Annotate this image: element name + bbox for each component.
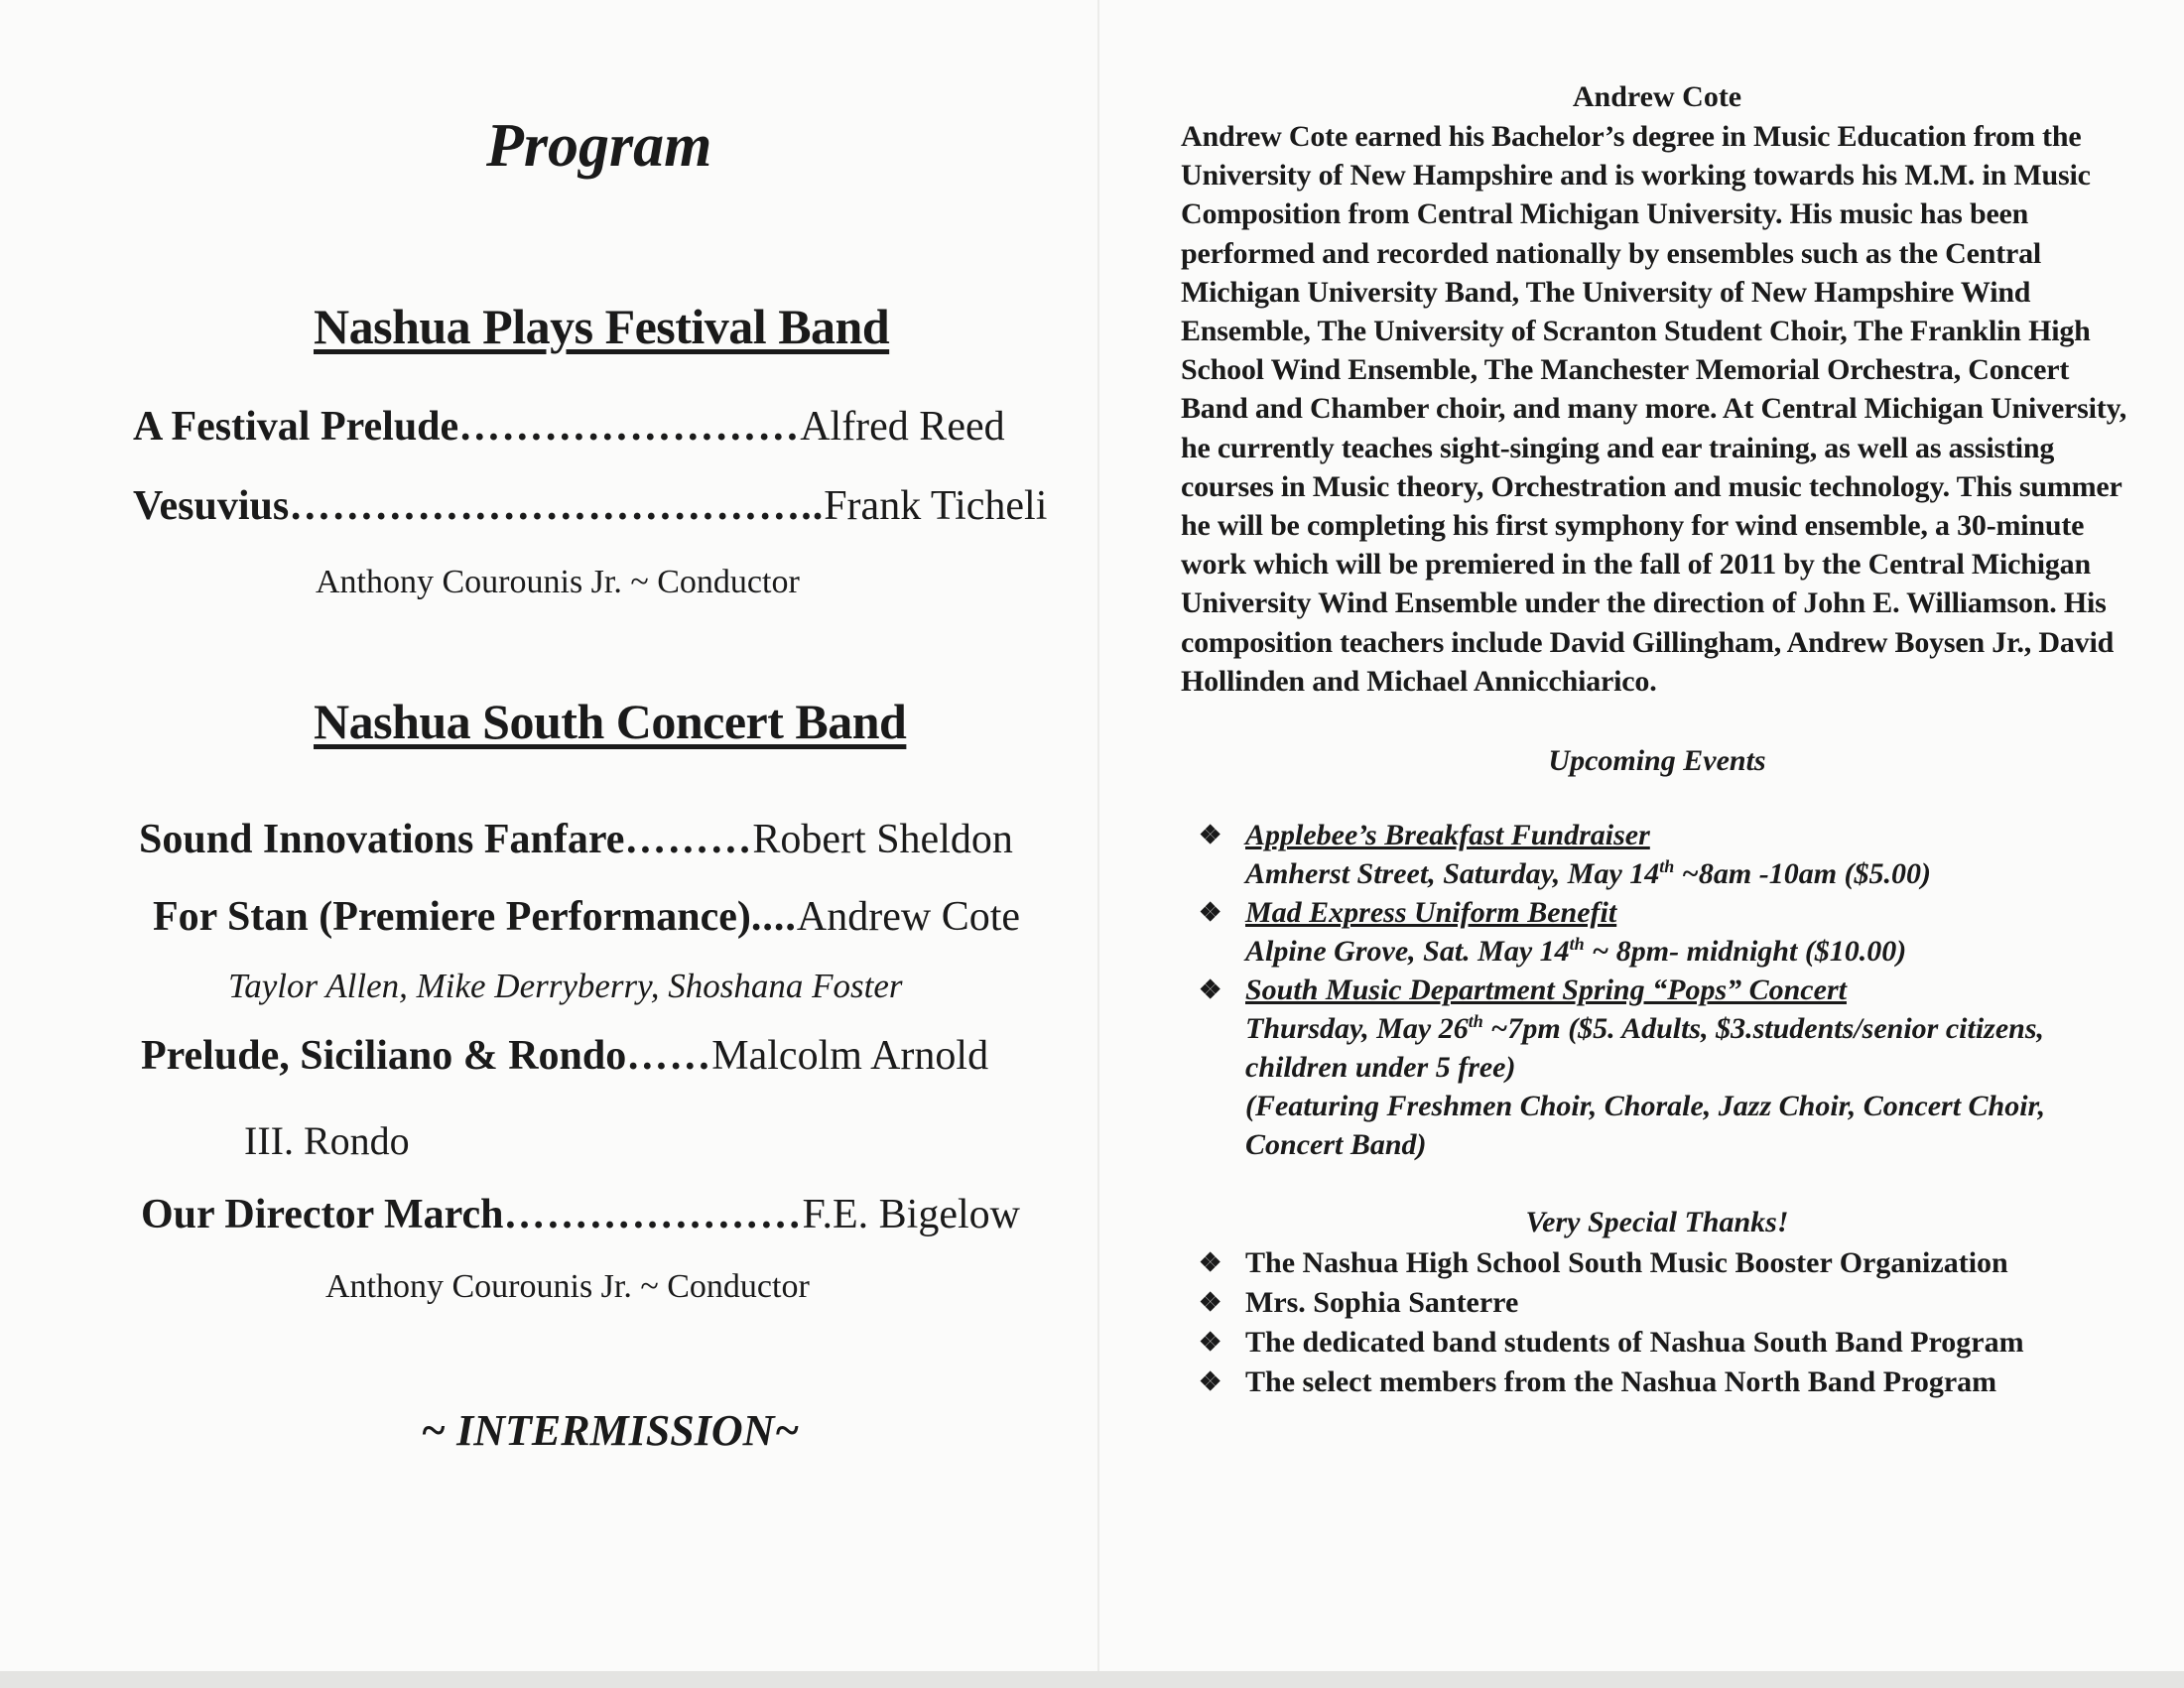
thanks-item: ❖ The dedicated band students of Nashua South Band Program: [1181, 1323, 2133, 1363]
event-details: Thursday, May 26th ~7pm ($5. Adults, $3.students/senior citizens, children under 5 free): [1245, 1011, 2045, 1085]
diamond-bullet-icon: ❖: [1199, 1328, 1222, 1358]
diamond-bullet-icon: ❖: [1199, 1367, 1222, 1397]
bio-text: Andrew Cote earned his Bachelor’s degree in Music Education from the University of New Hampshire and is working towards his M.M. in Music Composition from Central Michigan University. His music has been performed and recorded nationally by ensembles such as the Central Michigan University Band, The University of New Hampshire Wind Ensemble, The University of Scranton Student Choir, The Franklin High School Wind Ensemble, The Manchester Memorial Orchestra, Concert Band and Chamber choir, and many more. At Central Michigan University, he currently teaches sight-singing and ear training, as well as assisting courses in Music theory, Orchestration and music technology. This summer he will be completing his first symphony for wind ensemble, a 30-minute work which will be premiered in the fall of 2011 by the Central Michigan University Wind Ensemble under the direction of John E. Williamson. His composition teachers include David Gillingham, Andrew Boysen Jr., David Hollinden and Michael Annicchiarico.: [1181, 120, 2127, 698]
diamond-bullet-icon: ❖: [1199, 975, 1222, 1005]
diamond-bullet-icon: ❖: [1199, 898, 1222, 928]
scan-edge: [0, 1671, 2184, 1688]
piece-composer: Malcolm Arnold: [711, 1033, 989, 1079]
piece-title: Prelude, Siciliano & Rondo: [141, 1033, 627, 1079]
performers-list: Taylor Allen, Mike Derryberry, Shoshana Foster: [228, 967, 903, 1005]
events-list: [1181, 816, 2133, 1164]
event-note: (Featuring Freshmen Choir, Chorale, Jazz Choir, Concert Choir, Concert Band): [1245, 1090, 2046, 1162]
event-item: [1181, 816, 2133, 893]
info-panel: [1181, 79, 2133, 1402]
thanks-list: [1181, 1243, 2133, 1402]
program-title: Program: [486, 112, 712, 180]
leader-dots: ....: [750, 894, 797, 940]
event-title: Applebee’s Breakfast Fundraiser: [1245, 819, 1650, 852]
program-piece: [153, 893, 1020, 941]
event-title: South Music Department Spring “Pops” Concert: [1245, 974, 1847, 1007]
page-fold: [1097, 0, 1099, 1677]
event-item: [1181, 893, 2133, 971]
thanks-item: ❖ The select members from the Nashua North Band Program: [1181, 1363, 2133, 1402]
piece-title: Our Director March: [141, 1192, 504, 1237]
leader-dots: ……: [626, 1033, 712, 1079]
program-piece: [133, 482, 1047, 530]
leader-dots: …………………: [503, 1192, 803, 1237]
piece-composer: Alfred Reed: [800, 404, 1005, 450]
event-item: [1181, 971, 2133, 1164]
leader-dots: ………………………………..: [289, 483, 825, 529]
piece-title: A Festival Prelude: [133, 404, 459, 450]
piece-composer: Robert Sheldon: [752, 817, 1013, 862]
conductor-credit: Anthony Courounis Jr. ~ Conductor: [325, 1268, 810, 1305]
event-details: Alpine Grove, Sat. May 14th ~ 8pm- midnight ($10.00): [1245, 934, 1907, 969]
conductor-credit: Anthony Courounis Jr. ~ Conductor: [316, 564, 800, 600]
events-heading: Upcoming Events: [1548, 744, 1766, 778]
piece-title: For Stan (Premiere Performance): [153, 894, 751, 940]
event-title: Mad Express Uniform Benefit: [1245, 896, 1617, 930]
thanks-item: ❖ Mrs. Sophia Santerre: [1181, 1283, 2133, 1323]
thanks-heading: Very Special Thanks!: [1525, 1206, 1789, 1239]
movement-label: III. Rondo: [244, 1118, 410, 1163]
diamond-bullet-icon: ❖: [1199, 821, 1222, 850]
piece-composer: Frank Ticheli: [824, 483, 1048, 529]
program-piece: [141, 1191, 1020, 1238]
program-piece: [139, 816, 1013, 863]
program-piece: [133, 403, 1005, 451]
thanks-item: ❖ The Nashua High School South Music Booster Organization: [1181, 1243, 2133, 1283]
bio-heading: Andrew Cote: [1572, 80, 1742, 113]
piece-title: Vesuvius: [133, 483, 290, 529]
section-title-concert-band: Nashua South Concert Band: [314, 694, 907, 749]
event-details: Amherst Street, Saturday, May 14th ~8am -10am ($5.00): [1245, 856, 1932, 891]
piece-composer: F.E. Bigelow: [802, 1192, 1020, 1237]
intermission-label: ~ INTERMISSION~: [421, 1406, 800, 1455]
section-title-festival-band: Nashua Plays Festival Band: [314, 299, 890, 354]
leader-dots: ………: [624, 817, 753, 862]
leader-dots: ……………………: [458, 404, 801, 450]
diamond-bullet-icon: ❖: [1199, 1288, 1222, 1318]
program-piece: [141, 1032, 988, 1080]
piece-title: Sound Innovations Fanfare: [139, 817, 625, 862]
piece-composer: Andrew Cote: [796, 894, 1021, 940]
diamond-bullet-icon: ❖: [1199, 1248, 1222, 1278]
